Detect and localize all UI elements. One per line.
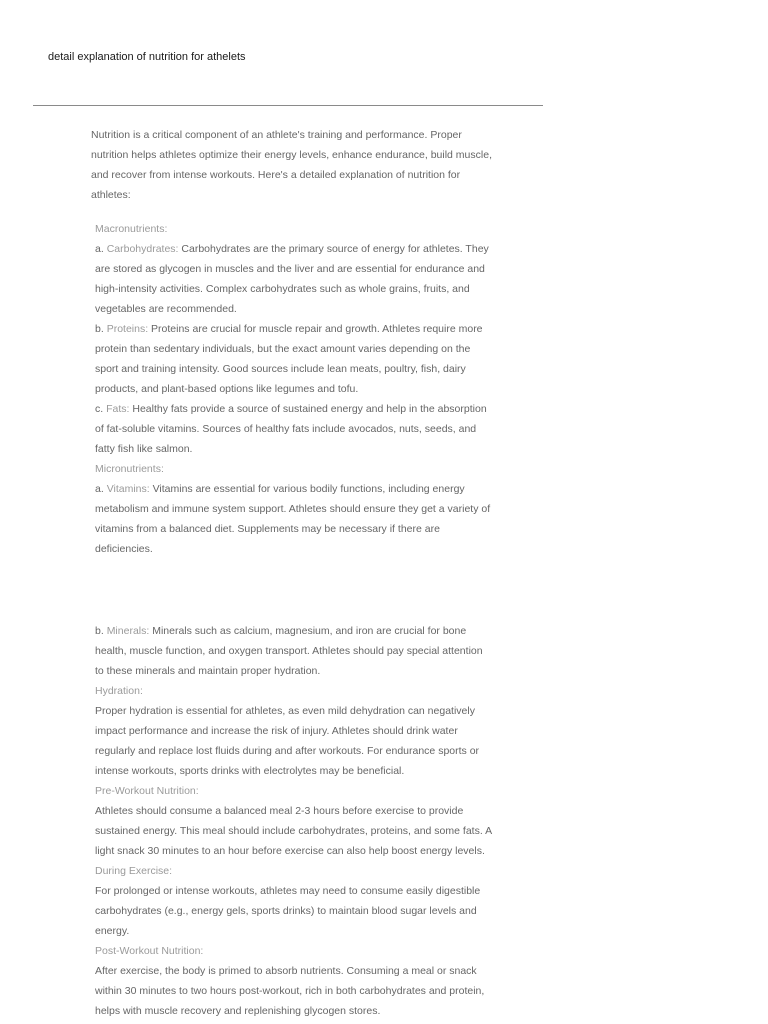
hydration-line: impact performance and increase the risk of injury. Athletes should drink water — [95, 725, 458, 737]
minerals-line: health, muscle function, and oxygen transport. Athletes should pay special attention — [95, 645, 483, 657]
intro-line: and recover from intense workouts. Here's a detailed explanation of nutrition for — [91, 169, 461, 181]
document-title: detail explanation of nutrition for athelets — [48, 51, 246, 63]
vitamins-item — [95, 479, 490, 499]
during-exercise-heading: During Exercise: — [95, 865, 173, 877]
carbohydrates-item — [95, 239, 490, 259]
pre-workout-heading: Pre-Workout Nutrition: — [95, 785, 199, 797]
during-exercise-line: For prolonged or intense workouts, athletes may need to consume easily digestible — [95, 885, 481, 897]
carbohydrates-label: Carbohydrates: — [106, 243, 179, 255]
item-text: Vitamins are essential for various bodily functions, including energy — [149, 483, 465, 495]
during-exercise-line: energy. — [95, 925, 130, 937]
intro-line: athletes: — [91, 189, 131, 201]
post-workout-line: within 30 minutes to two hours post-workout, rich in both carbohydrates and protein, — [95, 985, 485, 997]
hydration-heading: Hydration: — [95, 685, 143, 697]
proteins-label: Proteins: — [106, 323, 149, 335]
post-workout-heading: Post-Workout Nutrition: — [95, 945, 204, 957]
item-text: Healthy fats provide a source of sustained energy and help in the absorption — [129, 403, 487, 415]
fats-item — [95, 399, 490, 419]
item-prefix: a. — [95, 483, 107, 495]
micronutrients-heading: Micronutrients: — [95, 463, 164, 475]
fats-label: Fats: — [106, 403, 130, 415]
post-workout-line: helps with muscle recovery and replenishing glycogen stores. — [95, 1005, 381, 1017]
item-prefix: a. — [95, 243, 107, 255]
fats-line: of fat-soluble vitamins. Sources of healthy fats include avocados, nuts, seeds, and — [95, 423, 477, 435]
fats-line: fatty fish like salmon. — [95, 443, 193, 455]
proteins-line: protein than sedentary individuals, but the exact amount varies depending on the — [95, 343, 471, 355]
intro-line: nutrition helps athletes optimize their energy levels, enhance endurance, build muscle, — [91, 149, 492, 161]
minerals-line: to these minerals and maintain proper hydration. — [95, 665, 321, 677]
hydration-line: regularly and replace lost fluids during and after workouts. For endurance sports or — [95, 745, 480, 757]
nutrients-section — [95, 219, 490, 559]
item-prefix: b. — [95, 323, 107, 335]
carbohydrates-line: vegetables are recommended. — [95, 303, 237, 315]
intro-line: Nutrition is a critical component of an athlete's training and performance. Proper — [91, 129, 462, 141]
carbohydrates-line: are stored as glycogen in muscles and the liver and are essential for endurance and — [95, 263, 485, 275]
proteins-item — [95, 319, 490, 339]
hydration-line: intense workouts, sports drinks with electrolytes may be beneficial. — [95, 765, 405, 777]
vitamins-line: deficiencies. — [95, 543, 153, 555]
hydration-line: Proper hydration is essential for athletes, as even mild dehydration can negatively — [95, 705, 475, 717]
vitamins-line: metabolism and immune system support. Athletes should ensure they get a variety of — [95, 503, 491, 515]
carbohydrates-line: high-intensity activities. Complex carbohydrates such as whole grains, fruits, and — [95, 283, 470, 295]
item-text: Minerals such as calcium, magnesium, and iron are crucial for bone — [149, 625, 467, 637]
post-workout-line: After exercise, the body is primed to absorb nutrients. Consuming a meal or snack — [95, 965, 477, 977]
pre-workout-line: light snack 30 minutes to an hour before exercise can also help boost energy levels. — [95, 845, 485, 857]
pre-workout-line: Athletes should consume a balanced meal 2-3 hours before exercise to provide — [95, 805, 464, 817]
nutrition-guidelines-section — [95, 621, 492, 1021]
during-exercise-line: carbohydrates (e.g., energy gels, sports drinks) to maintain blood sugar levels and — [95, 905, 477, 917]
item-prefix: c. — [95, 403, 107, 415]
vitamins-label: Vitamins: — [106, 483, 150, 495]
proteins-line: products, and plant-based options like legumes and tofu. — [95, 383, 359, 395]
title-divider — [33, 105, 543, 106]
item-prefix: b. — [95, 625, 107, 637]
intro-paragraph — [91, 125, 492, 205]
proteins-line: sport and training intensity. Good sources include lean meats, poultry, fish, dairy — [95, 363, 466, 375]
minerals-item — [95, 621, 492, 641]
minerals-label: Minerals: — [106, 625, 150, 637]
pre-workout-line: sustained energy. This meal should include carbohydrates, proteins, and some fats. A — [95, 825, 493, 837]
vitamins-line: vitamins from a balanced diet. Supplements may be necessary if there are — [95, 523, 440, 535]
item-text: Proteins are crucial for muscle repair and growth. Athletes require more — [148, 323, 483, 335]
item-text: Carbohydrates are the primary source of energy for athletes. They — [178, 243, 489, 255]
macronutrients-heading: Macronutrients: — [95, 223, 168, 235]
